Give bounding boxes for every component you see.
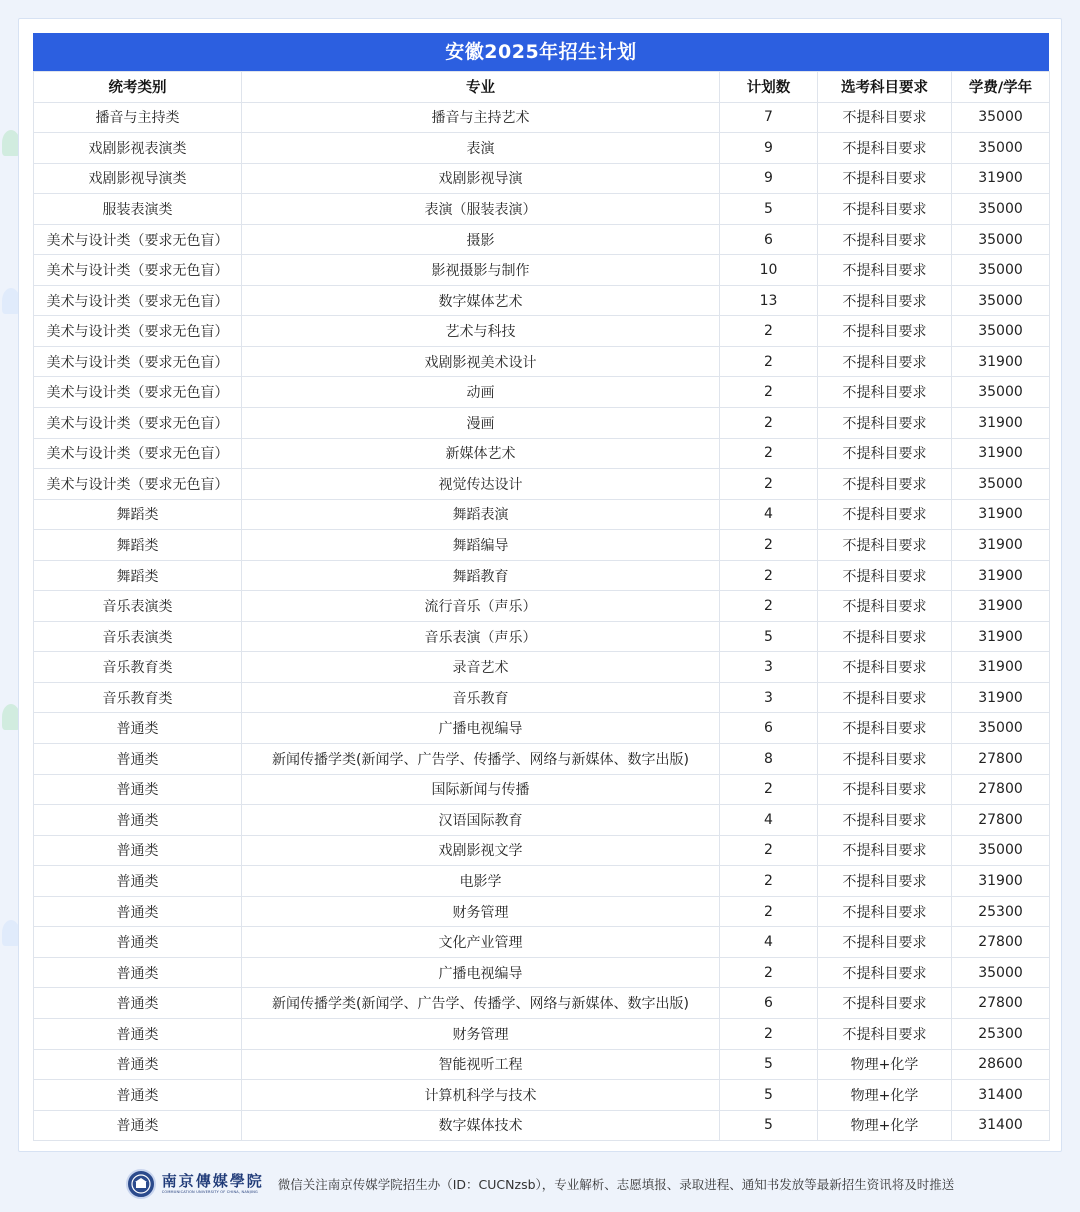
- cell-major: 播音与主持艺术: [242, 102, 720, 133]
- cell-tuition: 31900: [952, 652, 1050, 683]
- table-row: [34, 988, 1050, 1019]
- cell-plan-count: 9: [720, 133, 818, 164]
- table-row: [34, 316, 1050, 347]
- table-row: [34, 1018, 1050, 1049]
- cell-plan-count: 4: [720, 499, 818, 530]
- cell-tuition: 31900: [952, 346, 1050, 377]
- cell-plan-count: 5: [720, 194, 818, 225]
- cell-tuition: 27800: [952, 927, 1050, 958]
- table-row: [34, 805, 1050, 836]
- cell-subject-requirement: 不提科目要求: [818, 377, 952, 408]
- university-logo: [126, 1169, 264, 1199]
- cell-exam-category: 服装表演类: [34, 194, 242, 225]
- table-header-row: [34, 72, 1050, 103]
- cell-exam-category: 普通类: [34, 835, 242, 866]
- table-row: [34, 194, 1050, 225]
- cell-tuition: 35000: [952, 133, 1050, 164]
- cell-exam-category: 普通类: [34, 866, 242, 897]
- cell-plan-count: 5: [720, 1049, 818, 1080]
- table-row: [34, 102, 1050, 133]
- cell-major: 影视摄影与制作: [242, 255, 720, 286]
- cell-plan-count: 2: [720, 469, 818, 500]
- cell-tuition: 35000: [952, 194, 1050, 225]
- cell-plan-count: 2: [720, 346, 818, 377]
- cell-plan-count: 2: [720, 408, 818, 439]
- cell-plan-count: 2: [720, 1018, 818, 1049]
- table-row: [34, 377, 1050, 408]
- cell-tuition: 35000: [952, 957, 1050, 988]
- cell-plan-count: 2: [720, 866, 818, 897]
- cell-tuition: 35000: [952, 224, 1050, 255]
- cell-subject-requirement: 不提科目要求: [818, 652, 952, 683]
- cell-plan-count: 2: [720, 560, 818, 591]
- cell-tuition: 27800: [952, 988, 1050, 1019]
- table-row: [34, 1110, 1050, 1141]
- table-row: [34, 652, 1050, 683]
- header-subject-requirement: 选考科目要求: [818, 72, 952, 103]
- cell-subject-requirement: 物理+化学: [818, 1110, 952, 1141]
- table-row: [34, 744, 1050, 775]
- footer-note: 微信关注南京传媒学院招生办（ID：CUCNzsb），专业解析、志愿填报、录取进程、通知书发放等最新招生资讯将及时推送: [277, 1177, 955, 1192]
- cell-plan-count: 2: [720, 316, 818, 347]
- cell-tuition: 31900: [952, 560, 1050, 591]
- cell-exam-category: 普通类: [34, 988, 242, 1019]
- cell-major: 艺术与科技: [242, 316, 720, 347]
- cell-exam-category: 普通类: [34, 1080, 242, 1111]
- table-row: [34, 835, 1050, 866]
- table-row: [34, 499, 1050, 530]
- cell-subject-requirement: 不提科目要求: [818, 346, 952, 377]
- cell-plan-count: 5: [720, 621, 818, 652]
- cell-subject-requirement: 不提科目要求: [818, 682, 952, 713]
- cell-subject-requirement: 不提科目要求: [818, 896, 952, 927]
- cell-exam-category: 美术与设计类（要求无色盲）: [34, 346, 242, 377]
- cell-exam-category: 普通类: [34, 957, 242, 988]
- cell-major: 舞蹈表演: [242, 499, 720, 530]
- cell-tuition: 31400: [952, 1080, 1050, 1111]
- cell-subject-requirement: 不提科目要求: [818, 774, 952, 805]
- cell-exam-category: 美术与设计类（要求无色盲）: [34, 316, 242, 347]
- cell-subject-requirement: 不提科目要求: [818, 866, 952, 897]
- cell-plan-count: 7: [720, 102, 818, 133]
- table-row: [34, 530, 1050, 561]
- cell-plan-count: 10: [720, 255, 818, 286]
- cell-major: 文化产业管理: [242, 927, 720, 958]
- cell-tuition: 31900: [952, 591, 1050, 622]
- admission-plan-table: [33, 71, 1050, 1141]
- table-row: [34, 1049, 1050, 1080]
- cell-exam-category: 美术与设计类（要求无色盲）: [34, 408, 242, 439]
- cell-exam-category: 普通类: [34, 927, 242, 958]
- cell-plan-count: 2: [720, 835, 818, 866]
- footer: [0, 1160, 1080, 1208]
- header-major: 专业: [242, 72, 720, 103]
- cell-plan-count: 9: [720, 163, 818, 194]
- cell-exam-category: 舞蹈类: [34, 530, 242, 561]
- cell-plan-count: 4: [720, 805, 818, 836]
- cell-subject-requirement: 不提科目要求: [818, 255, 952, 286]
- cell-plan-count: 13: [720, 285, 818, 316]
- cell-major: 音乐教育: [242, 682, 720, 713]
- table-row: [34, 713, 1050, 744]
- cell-subject-requirement: 物理+化学: [818, 1080, 952, 1111]
- cell-plan-count: 2: [720, 591, 818, 622]
- cell-tuition: 35000: [952, 469, 1050, 500]
- cell-major: 数字媒体艺术: [242, 285, 720, 316]
- table-row: [34, 469, 1050, 500]
- table-row: [34, 438, 1050, 469]
- cell-major: 表演（服装表演）: [242, 194, 720, 225]
- cell-tuition: 31900: [952, 408, 1050, 439]
- cell-plan-count: 5: [720, 1080, 818, 1111]
- table-row: [34, 224, 1050, 255]
- cell-subject-requirement: 不提科目要求: [818, 499, 952, 530]
- cell-exam-category: 舞蹈类: [34, 560, 242, 591]
- cell-tuition: 27800: [952, 744, 1050, 775]
- header-tuition: 学费/学年: [952, 72, 1050, 103]
- cell-major: 国际新闻与传播: [242, 774, 720, 805]
- cell-plan-count: 3: [720, 652, 818, 683]
- cell-tuition: 31400: [952, 1110, 1050, 1141]
- cell-subject-requirement: 物理+化学: [818, 1049, 952, 1080]
- cell-exam-category: 音乐教育类: [34, 652, 242, 683]
- table-row: [34, 927, 1050, 958]
- cell-plan-count: 4: [720, 927, 818, 958]
- cell-tuition: 25300: [952, 1018, 1050, 1049]
- cell-exam-category: 美术与设计类（要求无色盲）: [34, 255, 242, 286]
- cell-major: 漫画: [242, 408, 720, 439]
- cell-exam-category: 美术与设计类（要求无色盲）: [34, 377, 242, 408]
- header-plan-count: 计划数: [720, 72, 818, 103]
- cell-major: 舞蹈编导: [242, 530, 720, 561]
- cell-subject-requirement: 不提科目要求: [818, 194, 952, 225]
- cell-plan-count: 2: [720, 530, 818, 561]
- cell-exam-category: 普通类: [34, 1018, 242, 1049]
- table-row: [34, 133, 1050, 164]
- cell-subject-requirement: 不提科目要求: [818, 316, 952, 347]
- cell-exam-category: 普通类: [34, 1110, 242, 1141]
- cell-exam-category: 播音与主持类: [34, 102, 242, 133]
- cell-major: 动画: [242, 377, 720, 408]
- cell-subject-requirement: 不提科目要求: [818, 744, 952, 775]
- cell-plan-count: 8: [720, 744, 818, 775]
- cell-major: 财务管理: [242, 896, 720, 927]
- cell-major: 戏剧影视导演: [242, 163, 720, 194]
- cell-plan-count: 2: [720, 377, 818, 408]
- cell-major: 数字媒体技术: [242, 1110, 720, 1141]
- cell-tuition: 31900: [952, 438, 1050, 469]
- cell-major: 汉语国际教育: [242, 805, 720, 836]
- cell-subject-requirement: 不提科目要求: [818, 957, 952, 988]
- cell-major: 新媒体艺术: [242, 438, 720, 469]
- cell-exam-category: 美术与设计类（要求无色盲）: [34, 469, 242, 500]
- table-row: [34, 957, 1050, 988]
- cell-tuition: 31900: [952, 621, 1050, 652]
- table-row: [34, 896, 1050, 927]
- cell-tuition: 35000: [952, 713, 1050, 744]
- table-row: [34, 255, 1050, 286]
- cell-subject-requirement: 不提科目要求: [818, 469, 952, 500]
- cell-major: 音乐表演（声乐）: [242, 621, 720, 652]
- cell-tuition: 35000: [952, 316, 1050, 347]
- cell-tuition: 35000: [952, 255, 1050, 286]
- page-title: 安徽2025年招生计划: [33, 33, 1049, 71]
- cell-subject-requirement: 不提科目要求: [818, 133, 952, 164]
- cell-tuition: 35000: [952, 285, 1050, 316]
- cell-major: 录音艺术: [242, 652, 720, 683]
- cell-major: 表演: [242, 133, 720, 164]
- cell-tuition: 35000: [952, 102, 1050, 133]
- cell-plan-count: 6: [720, 713, 818, 744]
- cell-plan-count: 6: [720, 988, 818, 1019]
- cell-major: 财务管理: [242, 1018, 720, 1049]
- cell-major: 戏剧影视美术设计: [242, 346, 720, 377]
- cell-tuition: 27800: [952, 805, 1050, 836]
- cell-subject-requirement: 不提科目要求: [818, 591, 952, 622]
- cell-plan-count: 2: [720, 774, 818, 805]
- table-row: [34, 682, 1050, 713]
- logo-chinese-name: 南京傳媒學院: [161, 1171, 264, 1190]
- cell-tuition: 31900: [952, 682, 1050, 713]
- admission-plan-card: [18, 18, 1062, 1152]
- cell-major: 戏剧影视文学: [242, 835, 720, 866]
- cell-tuition: 25300: [952, 896, 1050, 927]
- table-row: [34, 285, 1050, 316]
- cell-tuition: 31900: [952, 530, 1050, 561]
- cell-subject-requirement: 不提科目要求: [818, 560, 952, 591]
- table-row: [34, 408, 1050, 439]
- cell-major: 新闻传播学类(新闻学、广告学、传播学、网络与新媒体、数字出版): [242, 744, 720, 775]
- header-exam-category: 统考类别: [34, 72, 242, 103]
- cell-exam-category: 美术与设计类（要求无色盲）: [34, 224, 242, 255]
- table-row: [34, 1080, 1050, 1111]
- cell-exam-category: 普通类: [34, 896, 242, 927]
- cell-subject-requirement: 不提科目要求: [818, 408, 952, 439]
- cell-tuition: 31900: [952, 866, 1050, 897]
- cell-tuition: 35000: [952, 377, 1050, 408]
- cell-exam-category: 音乐教育类: [34, 682, 242, 713]
- cell-exam-category: 音乐表演类: [34, 621, 242, 652]
- cell-subject-requirement: 不提科目要求: [818, 438, 952, 469]
- table-row: [34, 774, 1050, 805]
- cell-exam-category: 普通类: [34, 713, 242, 744]
- cell-subject-requirement: 不提科目要求: [818, 224, 952, 255]
- cell-exam-category: 美术与设计类（要求无色盲）: [34, 438, 242, 469]
- logo-english-name: COMMUNICATION UNIVERSITY OF CHINA, NANJING: [161, 1189, 258, 1194]
- cell-subject-requirement: 不提科目要求: [818, 102, 952, 133]
- cell-major: 摄影: [242, 224, 720, 255]
- cell-subject-requirement: 不提科目要求: [818, 163, 952, 194]
- cell-subject-requirement: 不提科目要求: [818, 927, 952, 958]
- cell-major: 广播电视编导: [242, 713, 720, 744]
- table-row: [34, 866, 1050, 897]
- cell-exam-category: 普通类: [34, 774, 242, 805]
- cell-plan-count: 3: [720, 682, 818, 713]
- cell-plan-count: 6: [720, 224, 818, 255]
- cell-major: 舞蹈教育: [242, 560, 720, 591]
- cell-exam-category: 舞蹈类: [34, 499, 242, 530]
- table-row: [34, 591, 1050, 622]
- cell-major: 视觉传达设计: [242, 469, 720, 500]
- cell-exam-category: 普通类: [34, 1049, 242, 1080]
- cell-exam-category: 普通类: [34, 744, 242, 775]
- university-seal-icon: [126, 1169, 156, 1199]
- table-row: [34, 560, 1050, 591]
- cell-plan-count: 2: [720, 896, 818, 927]
- cell-plan-count: 5: [720, 1110, 818, 1141]
- cell-tuition: 31900: [952, 499, 1050, 530]
- cell-subject-requirement: 不提科目要求: [818, 285, 952, 316]
- cell-exam-category: 美术与设计类（要求无色盲）: [34, 285, 242, 316]
- cell-subject-requirement: 不提科目要求: [818, 621, 952, 652]
- cell-exam-category: 戏剧影视导演类: [34, 163, 242, 194]
- cell-tuition: 31900: [952, 163, 1050, 194]
- cell-plan-count: 2: [720, 957, 818, 988]
- cell-subject-requirement: 不提科目要求: [818, 835, 952, 866]
- cell-major: 计算机科学与技术: [242, 1080, 720, 1111]
- cell-subject-requirement: 不提科目要求: [818, 1018, 952, 1049]
- cell-exam-category: 普通类: [34, 805, 242, 836]
- cell-major: 流行音乐（声乐）: [242, 591, 720, 622]
- table-row: [34, 346, 1050, 377]
- cell-subject-requirement: 不提科目要求: [818, 988, 952, 1019]
- cell-major: 智能视听工程: [242, 1049, 720, 1080]
- cell-exam-category: 音乐表演类: [34, 591, 242, 622]
- table-row: [34, 621, 1050, 652]
- cell-subject-requirement: 不提科目要求: [818, 713, 952, 744]
- cell-major: 新闻传播学类(新闻学、广告学、传播学、网络与新媒体、数字出版): [242, 988, 720, 1019]
- cell-tuition: 28600: [952, 1049, 1050, 1080]
- cell-plan-count: 2: [720, 438, 818, 469]
- cell-subject-requirement: 不提科目要求: [818, 805, 952, 836]
- cell-tuition: 35000: [952, 835, 1050, 866]
- cell-subject-requirement: 不提科目要求: [818, 530, 952, 561]
- cell-major: 电影学: [242, 866, 720, 897]
- cell-major: 广播电视编导: [242, 957, 720, 988]
- cell-exam-category: 戏剧影视表演类: [34, 133, 242, 164]
- table-row: [34, 163, 1050, 194]
- cell-tuition: 27800: [952, 774, 1050, 805]
